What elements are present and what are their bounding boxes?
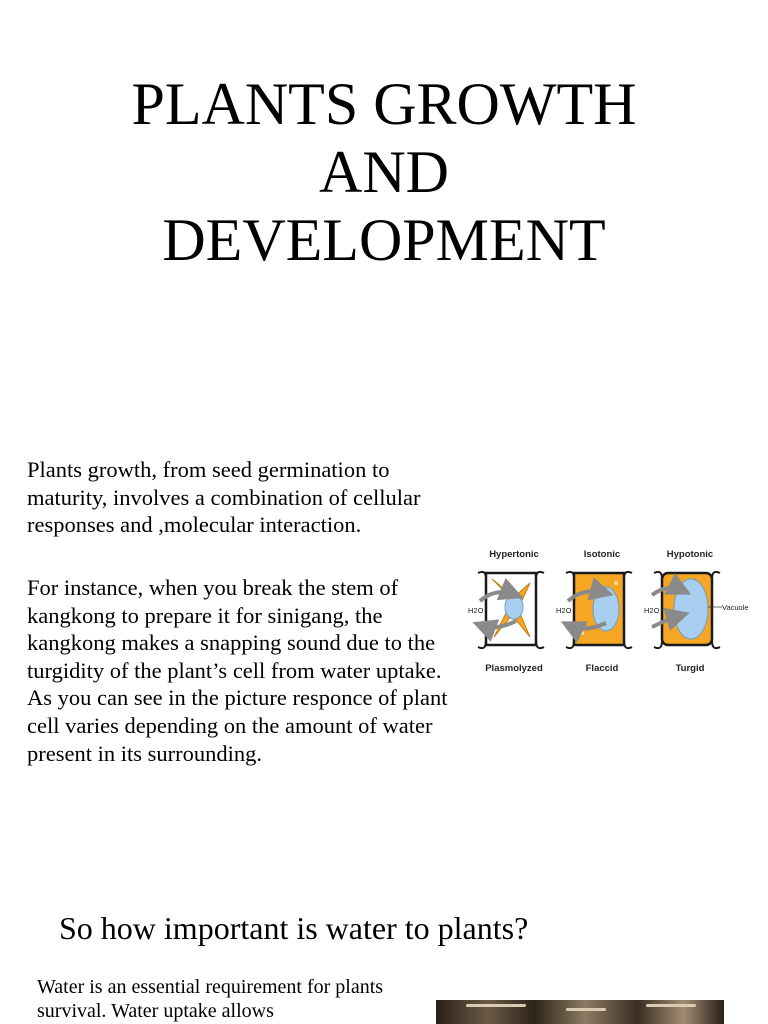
water-label-1: H2O — [468, 606, 484, 615]
state-flaccid: Flaccid — [585, 663, 619, 674]
header-hypotonic: Hypotonic — [666, 549, 714, 560]
title-line-1: PLANTS GROWTH — [131, 71, 637, 137]
cell-turgid — [652, 572, 722, 648]
photo-highlight — [566, 1008, 606, 1011]
title-line-2: AND — [319, 139, 449, 205]
plant-photo — [436, 1000, 724, 1024]
intro-paragraph-2: For instance, when you break the stem of kangkong to prepare it for sinigang, the kangkong makes a snapping sound due to the turgidity of the plant’s cell from water uptake. As you can see in the picture responce of plant cell varies depending on the amount of water present in its surrounding. — [27, 575, 448, 766]
plant-cell-osmosis-diagram — [456, 535, 756, 685]
header-isotonic: Isotonic — [583, 549, 621, 560]
photo-highlight — [646, 1004, 696, 1007]
vacuole-label: Vacuole — [722, 603, 749, 612]
header-hypertonic: Hypertonic — [489, 549, 539, 560]
photo-highlight — [466, 1004, 526, 1007]
state-plasmolyzed: Plasmolyzed — [485, 663, 543, 674]
intro-paragraph-1: Plants growth, from seed germination to maturity, involves a combination of cellular responses and ,molecular interaction. — [27, 457, 421, 538]
section-heading: So how important is water to plants? — [59, 910, 529, 946]
state-turgid: Turgid — [675, 663, 705, 674]
cell-plasmolyzed — [478, 572, 544, 648]
cell-flaccid — [566, 572, 632, 648]
water-label-3: H2O — [644, 606, 660, 615]
section-paragraph: Water is an essential requirement for plants survival. Water uptake allows — [37, 976, 384, 1022]
page-title — [0, 70, 768, 274]
water-label-2: H2O — [556, 606, 572, 615]
title-line-3: DEVELOPMENT — [162, 207, 606, 273]
